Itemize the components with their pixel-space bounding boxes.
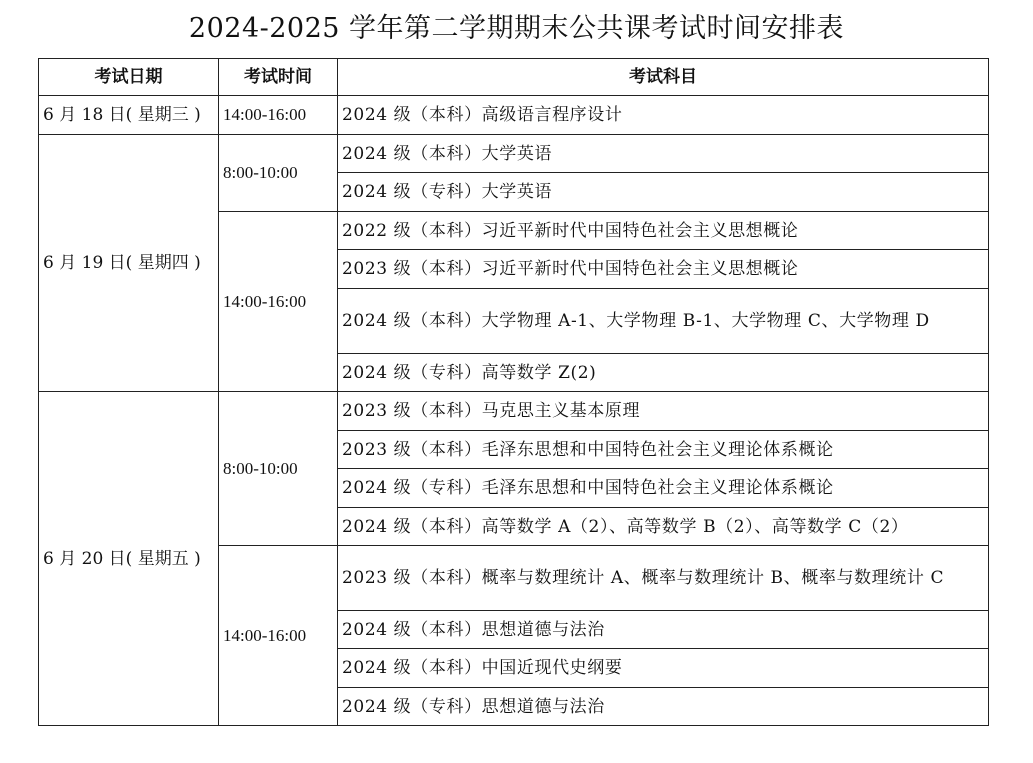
exam-subject: 2024 级（本科）高等数学 A（2）、高等数学 B（2）、高等数学 C（2） — [338, 508, 989, 546]
exam-subject: 2023 级（本科）习近平新时代中国特色社会主义思想概论 — [338, 250, 989, 289]
exam-subject: 2023 级（本科）毛泽东思想和中国特色社会主义理论体系概论 — [338, 431, 989, 469]
exam-time: 8:00-10:00 — [219, 392, 338, 546]
exam-subject: 2024 级（专科）大学英语 — [338, 173, 989, 212]
exam-subject: 2022 级（本科）习近平新时代中国特色社会主义思想概论 — [338, 212, 989, 250]
exam-date: 6 月 18 日( 星期三 ) — [39, 96, 219, 135]
exam-subject: 2024 级（本科）思想道德与法治 — [338, 611, 989, 649]
header-date: 考试日期 — [39, 59, 219, 96]
table-row — [39, 392, 989, 431]
exam-schedule-table — [38, 58, 989, 726]
exam-subject: 2024 级（本科）大学英语 — [338, 135, 989, 173]
header-subject: 考试科目 — [338, 59, 989, 96]
exam-time: 14:00-16:00 — [219, 546, 338, 726]
exam-subject: 2024 级（专科）毛泽东思想和中国特色社会主义理论体系概论 — [338, 469, 989, 508]
exam-subject: 2024 级（本科）大学物理 A-1、大学物理 B-1、大学物理 C、大学物理 D — [338, 289, 989, 354]
exam-subject: 2023 级（本科）概率与数理统计 A、概率与数理统计 B、概率与数理统计 C — [338, 546, 989, 611]
table-row — [39, 135, 989, 173]
exam-subject: 2024 级（专科）高等数学 Z(2) — [338, 354, 989, 392]
exam-subject: 2024 级（本科）中国近现代史纲要 — [338, 649, 989, 688]
exam-subject: 2023 级（本科）马克思主义基本原理 — [338, 392, 989, 431]
exam-subject: 2024 级（本科）高级语言程序设计 — [338, 96, 989, 135]
exam-time: 14:00-16:00 — [219, 96, 338, 135]
exam-date: 6 月 19 日( 星期四 ) — [39, 135, 219, 392]
page-title: 2024-2025 学年第二学期期末公共课考试时间安排表 — [188, 13, 845, 44]
table-row — [39, 96, 989, 135]
exam-time: 14:00-16:00 — [219, 212, 338, 392]
exam-date: 6 月 20 日( 星期五 ) — [39, 392, 219, 726]
table-header-row — [39, 59, 989, 96]
exam-subject: 2024 级（专科）思想道德与法治 — [338, 688, 989, 726]
exam-time: 8:00-10:00 — [219, 135, 338, 212]
header-time: 考试时间 — [219, 59, 338, 96]
